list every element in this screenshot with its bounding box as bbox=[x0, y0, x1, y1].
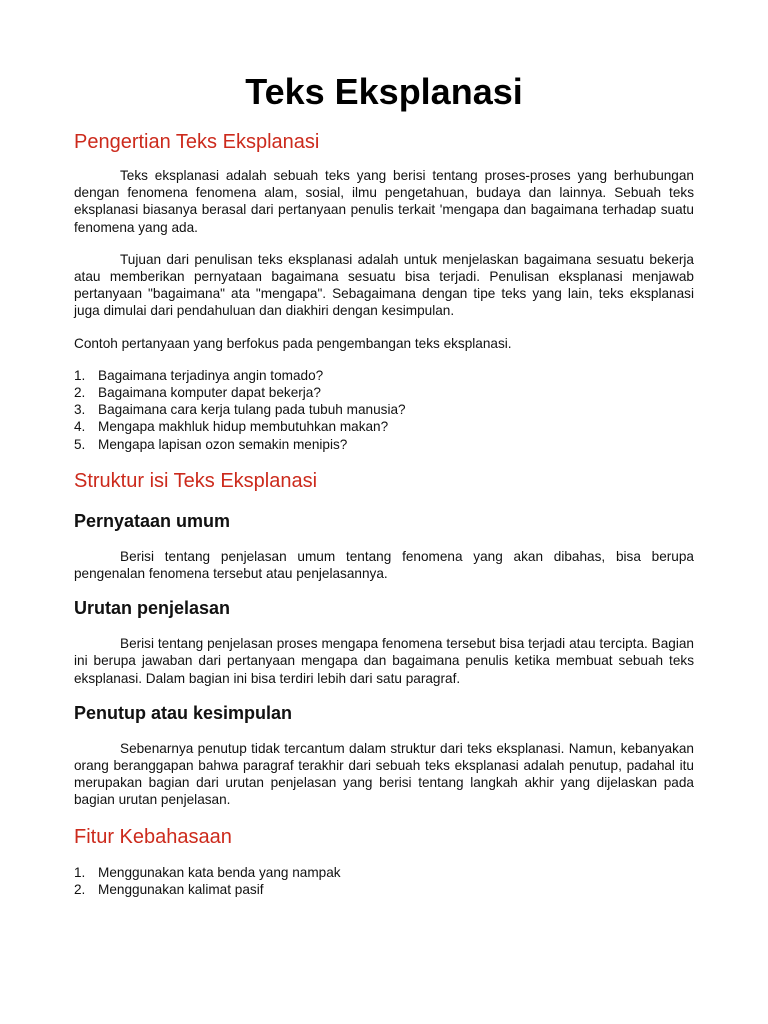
subheading-pernyataan-umum: Pernyataan umum bbox=[74, 510, 231, 531]
list-item: 1. Bagaimana terjadinya angin tomado? bbox=[74, 367, 324, 383]
section-heading-pengertian: Pengertian Teks Eksplanasi bbox=[74, 131, 320, 153]
question-list bbox=[74, 367, 694, 453]
subheading-penutup: Penutup atau kesimpulan bbox=[74, 702, 293, 723]
list-item: 1. Menggunakan kata benda yang nampak bbox=[74, 864, 341, 880]
subheading-urutan-penjelasan: Urutan penjelasan bbox=[74, 598, 231, 619]
list-item: 5. Mengapa lapisan ozon semakin menipis? bbox=[74, 436, 348, 452]
paragraph: Berisi tentang penjelasan umum tentang fenomena yang akan dibahas, bisa berupa pengenalan fenomena tersebut atau penjelasannya. bbox=[74, 548, 694, 582]
section-heading-fitur: Fitur Kebahasaan bbox=[74, 825, 232, 848]
list-item: 4. Mengapa makhluk hidup membutuhkan makan? bbox=[74, 419, 389, 435]
list-intro: Contoh pertanyaan yang berfokus pada pengembangan teks eksplanasi. bbox=[74, 335, 512, 351]
paragraph: Teks eksplanasi adalah sebuah teks yang berisi tentang proses-proses yang berhubungan dengan fenomena fenomena alam, sosial, ilmu pengetahuan, budaya dan lainnya. Sebuah teks eksplanasi biasanya berasal dari pertanyaan penulis terkait 'mengapa dan bagaimana terhadap suatu fenomena yang ada. bbox=[74, 168, 694, 235]
paragraph: Tujuan dari penulisan teks eksplanasi adalah untuk menjelaskan bagaimana sesuatu bekerja atau memberikan pernyataan bagaimana sesuatu bisa terjadi. Penulisan eksplanasi menjawab pertanyaan "bagaimana" ata "mengapa". Sebagaimana dengan tipe teks yang lain, teks eksplanasi juga dimulai dari pendahuluan dan diakhiri dengan kesimpulan. bbox=[74, 251, 694, 319]
paragraph: Sebenarnya penutup tidak tercantum dalam struktur dari teks eksplanasi. Namun, kebanyakan orang beranggapan bahwa paragraf terakhir dari sebuah teks eksplanasi adalah penutup, padahal itu merupakan bagian dari urutan penjelasan yang berisi tentang langkah akhir yang dijelaskan pada bagian urutan penjelasan. bbox=[74, 740, 694, 808]
page-title: Teks Eksplanasi bbox=[245, 71, 523, 112]
list-item: 3. Bagaimana cara kerja tulang pada tubuh manusia? bbox=[74, 402, 406, 418]
paragraph: Berisi tentang penjelasan proses mengapa fenomena tersebut bisa terjadi atau tercipta. Bagian ini berupa jawaban dari pertanyaan mengapa dan bagaimana penulis ketika membuat sebuah teks eksplanasi. Dalam bagian ini bisa terdiri lebih dari satu paragraf. bbox=[74, 636, 694, 686]
list-item: 2. Menggunakan kalimat pasif bbox=[74, 881, 264, 897]
section-heading-struktur: Struktur isi Teks Eksplanasi bbox=[74, 469, 318, 492]
feature-list bbox=[74, 864, 694, 898]
list-item: 2. Bagaimana komputer dapat bekerja? bbox=[74, 385, 321, 401]
